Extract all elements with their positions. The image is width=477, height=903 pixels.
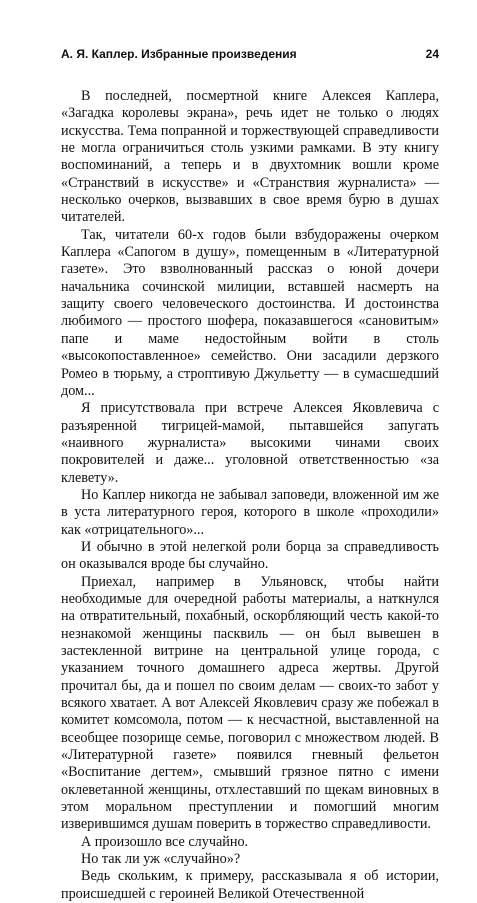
page-number: 24 — [425, 47, 439, 61]
paragraph: Но так ли уж «случайно»? — [81, 851, 241, 868]
running-title: А. Я. Каплер. Избранные произведения — [61, 47, 297, 61]
running-header — [61, 44, 439, 64]
paragraph: А произошло все случайно. — [81, 833, 249, 850]
paragraph: Я присутствовала при встрече Алексея Яковлевича с разъяренной тигрицей-мамой, пытавшейся запугать «наивного журналиста» высокими чинами своих покровителей и даже... уголовной ответственностью «за клевету». — [61, 400, 439, 486]
paragraph: И обычно в этой нелегкой роли борца за справедливость он оказывался вроде бы случайно. — [61, 538, 439, 573]
paragraph: Ведь скольким, к примеру, рассказывала я об истории, происшедшей с героиней Великой Отечественной — [61, 868, 439, 902]
body-text — [61, 88, 439, 903]
paragraph: Приехал, например в Ульяновск, чтобы найти необходимые для очередной работы материалы, а наткнулся на отвратительный, похабный, оскорбляющий честь какой-то незнакомой женщины пасквиль — он был вывешен в застекленной витрине на центральной улице города, с указанием точного домашнего адреса жертвы. Другой прочитал бы, да и пошел по своим делам — своих-то забот у всякого хватает. А вот Алексей Яковлевич сразу же побежал в комитет комсомола, потом — к несчастной, выставленной на всеобщее позорище семье, поговорил с множеством людей. В «Литературной газете» появился гневный фельетон «Воспитание дегтем», смывший грязное пятно с имени оклеветанной женщины, отхлеставший по щекам виновных в этом моральном преступлении и помогший многим изверившимся душам поверить в торжество справедливости. — [61, 573, 439, 833]
paragraph: Но Каплер никогда не забывал заповеди, вложенной им же в уста литературного героя, которого в школе «проходили» как «отрицательного»... — [61, 486, 439, 538]
paragraph: Так, читатели 60-х годов были взбудоражены очерком Каплера «Сапогом в душу», помещенным в «Литературной газете». Это взволнованный рассказ о юной дочери начальника сочинской милиции, вставшей насмерть на защиту своего человеческого достоинства. И достоинства любимого — простого шофера, показавшегося «сановитым» папе и маме недостойным войти в столь «высокопоставленное» семейство. Они засадили дерзкого Ромео в тюрьму, а строптивую Джульетту — в сумасшедший дом... — [61, 226, 439, 399]
paragraph: В последней, посмертной книге Алексея Каплера, «Загадка королевы экрана», речь идет не только о людях искусства. Тема попранной и торжествующей справедливости не могла ограничиться столь узкими рамками. В эту книгу воспоминаний, а теперь и в двухтомник вошли кроме «Странствий в искусстве» и «Странствия журналиста» — несколько очерков, вызвавших в свое время бурю в душах читателей. — [61, 88, 439, 226]
